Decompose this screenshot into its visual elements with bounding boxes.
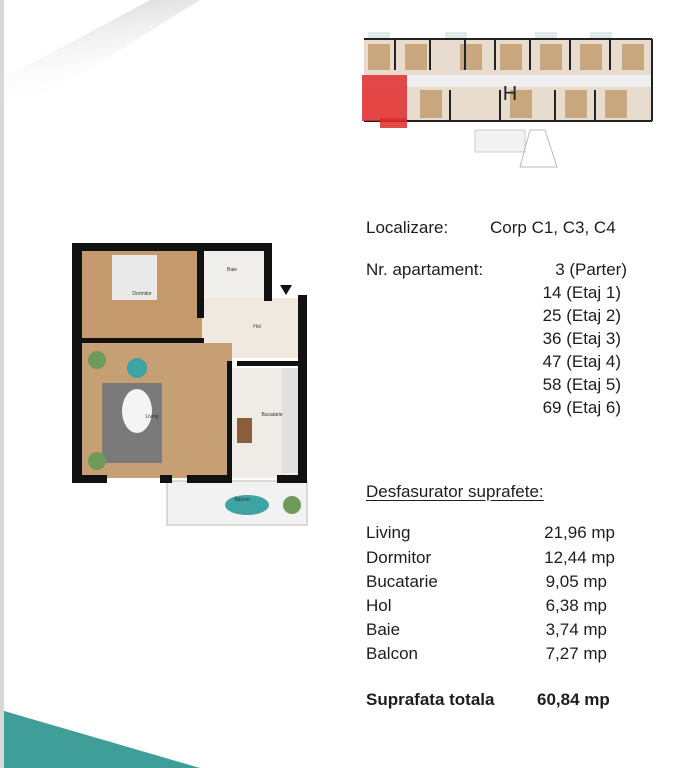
apartment-number: 25 (Etaj 2)	[542, 306, 621, 325]
room-label-bucatarie: Bucatarie	[261, 412, 283, 418]
highlighted-apartment	[362, 75, 407, 121]
apartment-number: 69 (Etaj 6)	[542, 398, 621, 417]
area-row-value: 12,44 mp	[544, 548, 615, 567]
apartment-floor-plan	[72, 243, 317, 533]
room-label-baie: Baie	[226, 267, 238, 273]
area-row-room: Bucatarie	[366, 572, 438, 591]
apartment-number: 3 (Parter)	[555, 260, 627, 279]
area-row-value: 7,27 mp	[545, 644, 607, 663]
apartment-number: 36 (Etaj 3)	[542, 329, 621, 348]
location-value: Corp C1, C3, C4	[490, 218, 616, 237]
total-area-value: 60,84 mp	[537, 690, 610, 709]
area-row-room: Dormitor	[366, 548, 432, 567]
teal-corner-decoration	[0, 708, 200, 768]
room-label-dormitor: Dormitor	[132, 291, 152, 297]
areas-section-title: Desfasurator suprafete:	[366, 482, 544, 501]
area-row-room: Baie	[366, 620, 401, 639]
total-area-label: Suprafata totala	[366, 690, 495, 709]
area-row-room: Hol	[366, 596, 392, 615]
apartment-number: 58 (Etaj 5)	[542, 375, 621, 394]
stair-core-label: H	[502, 83, 518, 105]
page-edge	[0, 0, 4, 768]
apartment-number: 14 (Etaj 1)	[542, 283, 621, 302]
apartment-number: 47 (Etaj 4)	[542, 352, 621, 371]
room-label-living: Living	[145, 414, 159, 420]
area-row-room: Balcon	[366, 644, 418, 663]
room-label-balcon: Balcon	[234, 497, 250, 503]
room-label-hol: Hol	[253, 324, 261, 330]
area-row-value: 21,96 mp	[544, 523, 615, 542]
area-row-value: 9,05 mp	[545, 572, 607, 591]
area-row-value: 3,74 mp	[545, 620, 607, 639]
area-row-value: 6,38 mp	[545, 596, 607, 615]
area-row-room: Living	[366, 523, 411, 542]
apartment-number-label: Nr. apartament:	[366, 260, 484, 279]
page-fold-decoration	[0, 0, 200, 100]
location-label: Localizare:	[366, 218, 449, 237]
building-key-plan	[360, 32, 655, 172]
